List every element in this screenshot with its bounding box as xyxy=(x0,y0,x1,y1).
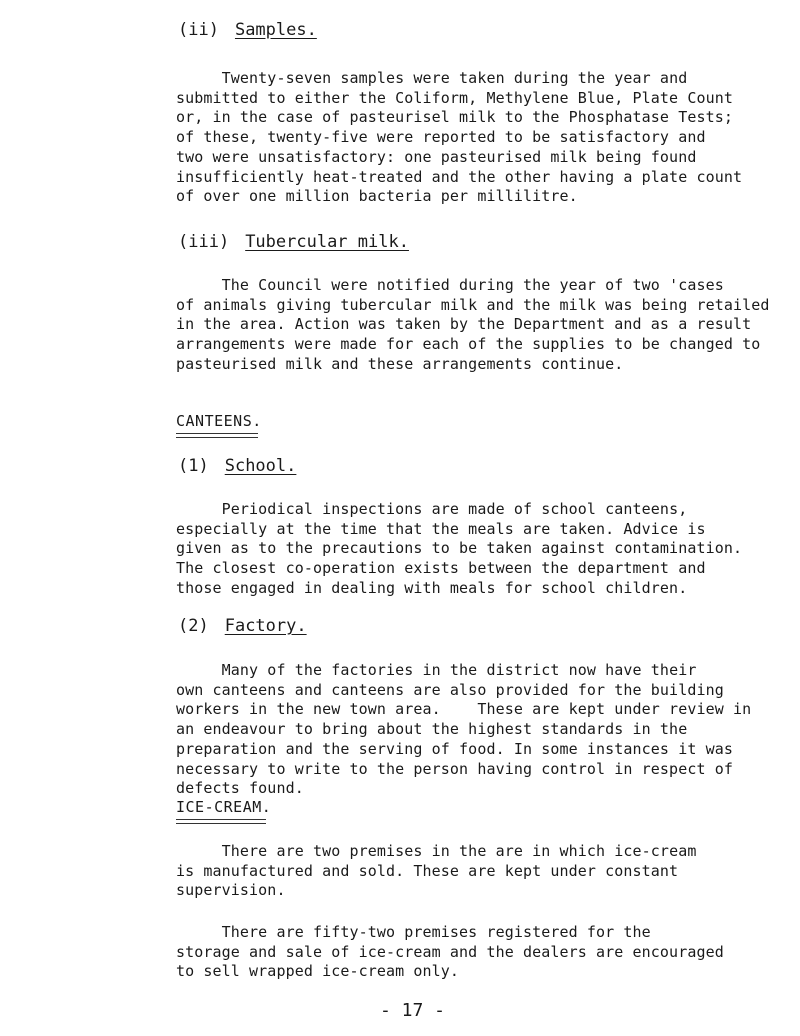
canteens-double-underline xyxy=(176,433,258,438)
factory-paragraph: Many of the factories in the district now have their own canteens and canteens are also provided for the building workers in the new town area. These are kept under review in an endeavour to bring about the highest standards in the preparation and the serving of food. In some instances it was necessary to write to the person having control in respect of defects found. xyxy=(176,661,752,798)
school-title: School. xyxy=(224,456,297,476)
icecream-paragraph-2: There are fifty-two premises registered for the storage and sale of ice-cream and the dealers are encouraged to sell wrapped ice-cream only. xyxy=(176,923,724,981)
school-paragraph: Periodical inspections are made of school canteens, especially at the time that the meals are taken. Advice is given as to the precautions to be taken against contamination. The closest co-operation exists between the department and those engaged in dealing with meals for school children. xyxy=(176,500,743,597)
page-number: - 17 - xyxy=(380,1000,446,1021)
tubercular-number: (iii) xyxy=(178,232,230,252)
school-number: (1) xyxy=(178,456,209,476)
samples-number: (ii) xyxy=(178,20,219,40)
samples-title: Samples. xyxy=(234,20,317,40)
icecream-paragraph-1: There are two premises in the are in which ice-cream is manufactured and sold. These are kept under constant supervision. xyxy=(176,842,697,900)
samples-paragraph: Twenty-seven samples were taken during the year and submitted to either the Coliform, Methylene Blue, Plate Count or, in the case of pasteurisel milk to the Phosphatase Tests; of these, twenty-five were reported to be satisfactory and two were unsatisfactory: one pasteurised milk being found insufficiently heat-treated and the other having a plate count of over one million bacteria per millilitre. xyxy=(176,69,743,206)
factory-title: Factory. xyxy=(224,616,307,636)
samples-heading xyxy=(178,20,317,40)
factory-number: (2) xyxy=(178,616,209,636)
factory-heading xyxy=(178,616,307,636)
school-heading xyxy=(178,456,296,476)
icecream-double-underline xyxy=(176,819,266,824)
canteens-heading: CANTEENS. xyxy=(176,412,262,430)
tubercular-heading xyxy=(178,232,409,252)
tubercular-title: Tubercular milk. xyxy=(245,232,409,252)
tubercular-paragraph: The Council were notified during the year of two 'cases of animals giving tubercular milk and the milk was being retailed in the area. Action was taken by the Department and as a result arrangements were made for each of the supplies to be changed to pasteurised milk and these arrangements continue. xyxy=(176,276,770,373)
icecream-heading: ICE-CREAM. xyxy=(176,798,272,816)
